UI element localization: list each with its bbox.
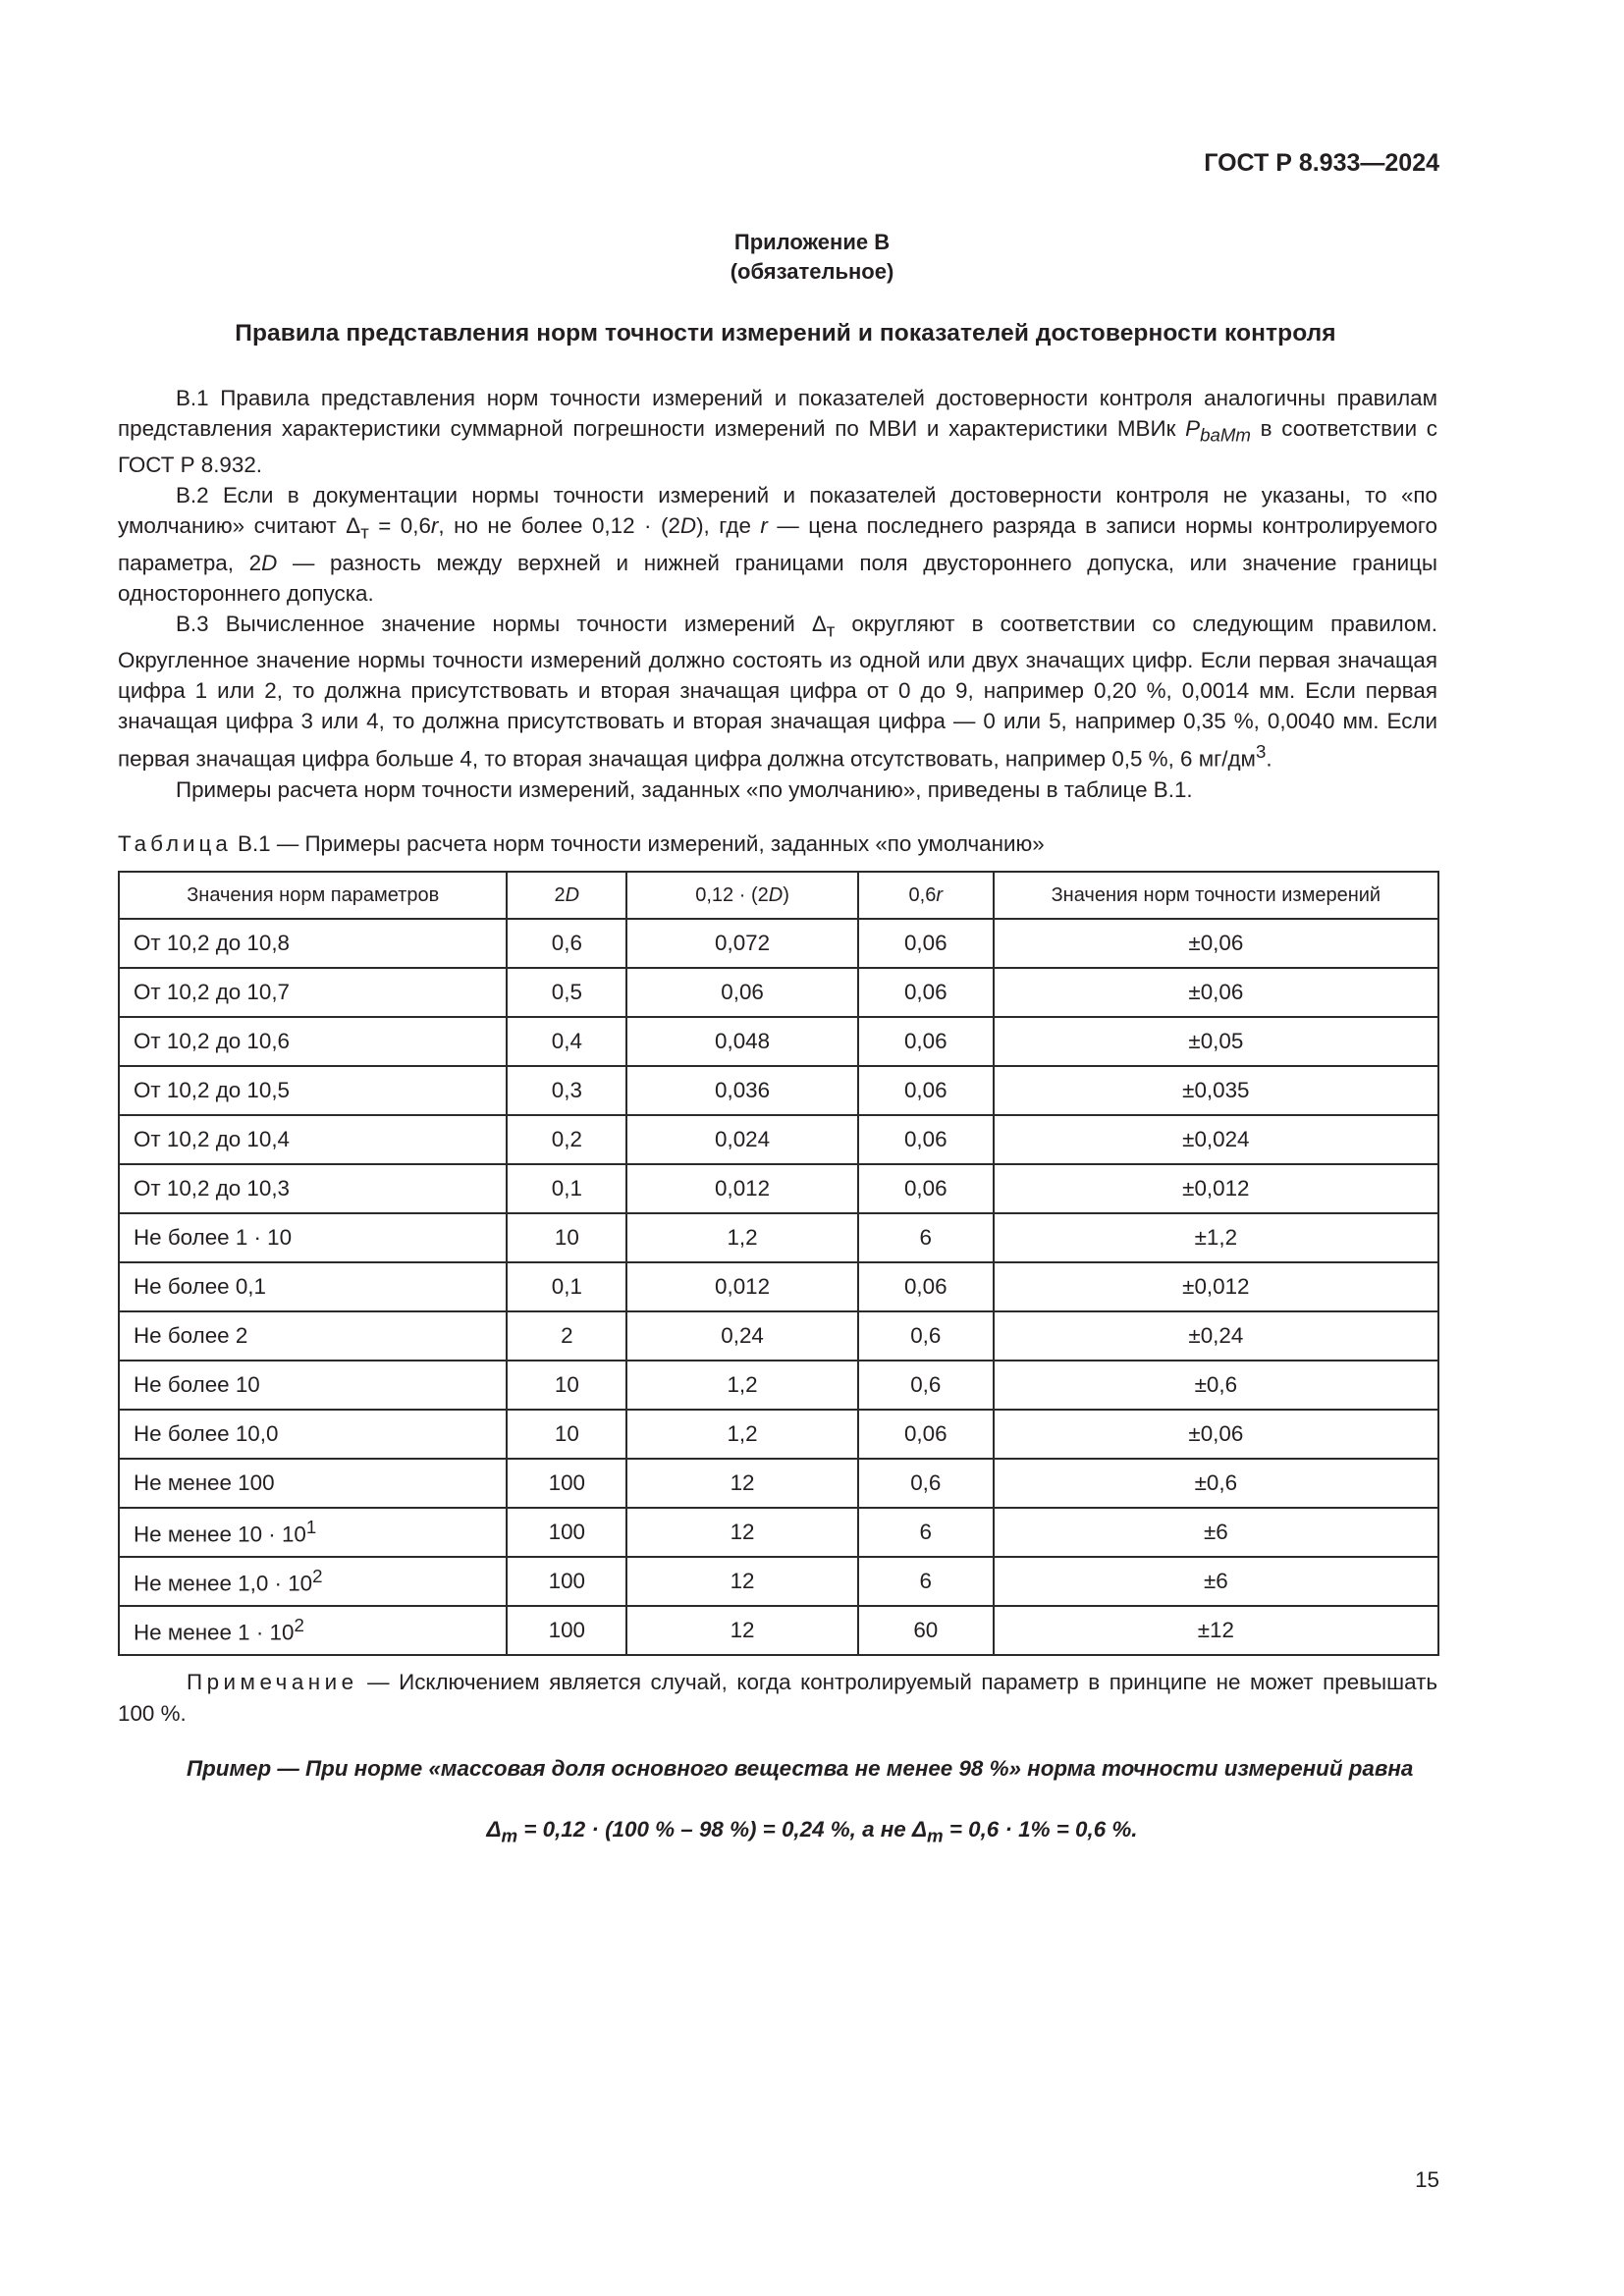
header-06r: 0,6r <box>858 872 994 919</box>
cell-parameter: Не менее $1 \cdot 10^2$ <box>119 1606 507 1655</box>
cell-2d: 100 <box>507 1606 626 1655</box>
cell-2d: 100 <box>507 1557 626 1606</box>
cell-06r: 0,06 <box>858 1017 994 1066</box>
cell-accuracy: ±0,24 <box>994 1311 1438 1361</box>
table-header-row <box>119 872 1438 919</box>
cell-accuracy: ±0,06 <box>994 919 1438 968</box>
table-caption-label: Таблица <box>118 831 232 856</box>
cell-parameter: Не более 10 <box>119 1361 507 1410</box>
table-row <box>119 1311 1438 1361</box>
cell-accuracy: ±0,6 <box>994 1361 1438 1410</box>
table-row <box>119 1557 1438 1606</box>
cell-accuracy: ±0,012 <box>994 1262 1438 1311</box>
cell-parameter: Не более 0,1 <box>119 1262 507 1311</box>
cell-012-2d: 1,2 <box>626 1361 858 1410</box>
cell-06r: 0,6 <box>858 1361 994 1410</box>
table-row <box>119 1262 1438 1311</box>
cell-06r: 0,06 <box>858 1164 994 1213</box>
header-2d: 2D <box>507 872 626 919</box>
table-note <box>118 1667 1437 1730</box>
cell-accuracy: ±0,06 <box>994 968 1438 1017</box>
cell-012-2d: 0,024 <box>626 1115 858 1164</box>
cell-2d: 0,3 <box>507 1066 626 1115</box>
cell-parameter: От 10,2 до 10,4 <box>119 1115 507 1164</box>
header-parameter-values: Значения норм параметров <box>119 872 507 919</box>
cell-06r: 60 <box>858 1606 994 1655</box>
cell-06r: 6 <box>858 1557 994 1606</box>
cell-parameter: Не более 1 · 10 <box>119 1213 507 1262</box>
cell-012-2d: 0,072 <box>626 919 858 968</box>
table-row <box>119 1459 1438 1508</box>
example-text: Пример — При норме «массовая доля основного вещества не менее 98 %» норма точности измерений равна <box>187 1756 1414 1781</box>
cell-06r: 6 <box>858 1508 994 1557</box>
example-formula: $\Delta_m = 0,12 \cdot (100$ % – 98 %) = 0,24 %, а не $\Delta_m = 0,6 \cdot 1\% = 0,6$ %. <box>486 1817 1138 1846</box>
exponent: 2 <box>294 1615 304 1636</box>
cell-012-2d: 0,048 <box>626 1017 858 1066</box>
cell-012-2d: 12 <box>626 1557 858 1606</box>
cell-012-2d: 0,06 <box>626 968 858 1017</box>
cell-2d: 0,4 <box>507 1017 626 1066</box>
cell-06r: 0,06 <box>858 1410 994 1459</box>
cell-2d: 0,6 <box>507 919 626 968</box>
table-row <box>119 1361 1438 1410</box>
header-accuracy-values: Значения норм точности измерений <box>994 872 1438 919</box>
cell-accuracy: ±0,06 <box>994 1410 1438 1459</box>
cell-012-2d: 12 <box>626 1459 858 1508</box>
table-row <box>119 1508 1438 1557</box>
example-block <box>118 1753 1437 1785</box>
cell-accuracy: ±12 <box>994 1606 1438 1655</box>
paragraph-b1: В.1 Правила представления норм точности измерений и показателей достоверности контроля аналогичны правилам представления характеристики суммарной погрешности измерений по МВИ и характеристики МВИк $P_{baMm}$ в соответствии с ГОСТ Р 8.932. <box>118 386 1437 478</box>
note-label: Примечание <box>187 1670 358 1694</box>
cell-parameter: Не более 2 <box>119 1311 507 1361</box>
cell-012-2d: 12 <box>626 1606 858 1655</box>
cell-parameter: От 10,2 до 10,6 <box>119 1017 507 1066</box>
cell-012-2d: 0,012 <box>626 1262 858 1311</box>
cell-06r: 0,06 <box>858 1066 994 1115</box>
cell-parameter: От 10,2 до 10,5 <box>119 1066 507 1115</box>
cell-2d: 0,1 <box>507 1262 626 1311</box>
cell-012-2d: 1,2 <box>626 1410 858 1459</box>
page-number: 15 <box>1415 2167 1439 2192</box>
cell-012-2d: 0,012 <box>626 1164 858 1213</box>
cell-06r: 0,06 <box>858 1262 994 1311</box>
cell-2d: 100 <box>507 1459 626 1508</box>
cell-2d: 10 <box>507 1213 626 1262</box>
paragraph-b2: В.2 Если в документации нормы точности измерений и показателей достоверности контроля не указаны, то «по умолчанию» считают $\Delta_т = 0,6r$, но не более 0,12 · (2D), где r — цена последнего разряда в записи нормы контролируемого параметра, 2D — разность между верхней и нижней границами поля двустороннего допуска, или значение границы одностороннего допуска. <box>118 483 1438 606</box>
note-text: — Исключением является случай, когда контролируемый параметр в принципе не может превышать 100 %. <box>118 1670 1437 1726</box>
cell-accuracy: ±1,2 <box>994 1213 1438 1262</box>
cell-parameter: Не менее $10 \cdot 10^1$ <box>119 1508 507 1557</box>
cell-2d: 2 <box>507 1311 626 1361</box>
cell-accuracy: ±6 <box>994 1508 1438 1557</box>
cell-06r: 0,6 <box>858 1459 994 1508</box>
cell-06r: 0,6 <box>858 1311 994 1361</box>
cell-2d: 10 <box>507 1361 626 1410</box>
cell-parameter: От 10,2 до 10,3 <box>119 1164 507 1213</box>
exponent: 1 <box>305 1517 317 1538</box>
paragraph-b3: В.3 Вычисленное значение нормы точности измерений $\Delta_т$ округляют в соответствии со следующим правилом. Округленное значение нормы точности измерений должно состоять из одной или двух значащих цифр. Если первая значащая цифра 1 или 2, то должна присутствовать и вторая значащая цифра от 0 до 9, например 0,20 %, 0,0014 мм. Если первая значащая цифра 3 или 4, то должна присутствовать и вторая значащая цифра — 0 или 5, например 0,35 %, 0,0040 мм. Если первая значащая цифра больше 4, то вторая значащая цифра должна отсутствовать, например 0,5 %, 6 $мг/дм^3$. <box>118 611 1437 772</box>
cell-06r: 0,06 <box>858 1115 994 1164</box>
cell-06r: 6 <box>858 1213 994 1262</box>
cell-accuracy: ±0,035 <box>994 1066 1438 1115</box>
table-row <box>119 1410 1438 1459</box>
cell-012-2d: 0,24 <box>626 1311 858 1361</box>
body-text <box>118 383 1437 805</box>
cell-parameter: От 10,2 до 10,7 <box>119 968 507 1017</box>
annex-title: Приложение В <box>733 230 891 254</box>
cell-012-2d: 12 <box>626 1508 858 1557</box>
standard-code: ГОСТ Р 8.933—2024 <box>1204 149 1439 177</box>
table-caption-text: В.1 — Примеры расчета норм точности измерений, заданных «по умолчанию» <box>231 831 1045 856</box>
cell-accuracy: ±0,6 <box>994 1459 1438 1508</box>
cell-2d: 0,1 <box>507 1164 626 1213</box>
cell-2d: 0,5 <box>507 968 626 1017</box>
exponent: 2 <box>312 1566 323 1587</box>
table-row <box>119 1017 1438 1066</box>
table-caption <box>118 831 1045 857</box>
cell-012-2d: 0,036 <box>626 1066 858 1115</box>
cell-2d: 100 <box>507 1508 626 1557</box>
cell-06r: 0,06 <box>858 968 994 1017</box>
cell-parameter: Не более 10,0 <box>119 1410 507 1459</box>
cell-parameter: От 10,2 до 10,8 <box>119 919 507 968</box>
norms-table <box>118 871 1439 1656</box>
table-row <box>119 919 1438 968</box>
section-title: Правила представления норм точности измерений и показателей достоверности контроля <box>235 320 1336 347</box>
table-row <box>119 1606 1438 1655</box>
table-row <box>119 968 1438 1017</box>
annex-heading <box>0 228 1624 287</box>
table-row <box>119 1213 1438 1262</box>
table-row <box>119 1164 1438 1213</box>
cell-parameter: Не менее $1,0 \cdot 10^2$ <box>119 1557 507 1606</box>
cell-012-2d: 1,2 <box>626 1213 858 1262</box>
cell-accuracy: ±0,012 <box>994 1164 1438 1213</box>
cell-parameter: Не менее 100 <box>119 1459 507 1508</box>
cell-accuracy: ±0,024 <box>994 1115 1438 1164</box>
annex-status: (обязательное) <box>730 259 894 284</box>
table-row <box>119 1066 1438 1115</box>
cell-accuracy: ±0,05 <box>994 1017 1438 1066</box>
paragraph-table-ref: Примеры расчета норм точности измерений, заданных «по умолчанию», приведены в таблице В.1. <box>176 776 1193 802</box>
cell-2d: 0,2 <box>507 1115 626 1164</box>
cell-06r: 0,06 <box>858 919 994 968</box>
cell-accuracy: ±6 <box>994 1557 1438 1606</box>
header-012-2d: 0,12 · (2D) <box>626 872 858 919</box>
table-row <box>119 1115 1438 1164</box>
cell-2d: 10 <box>507 1410 626 1459</box>
